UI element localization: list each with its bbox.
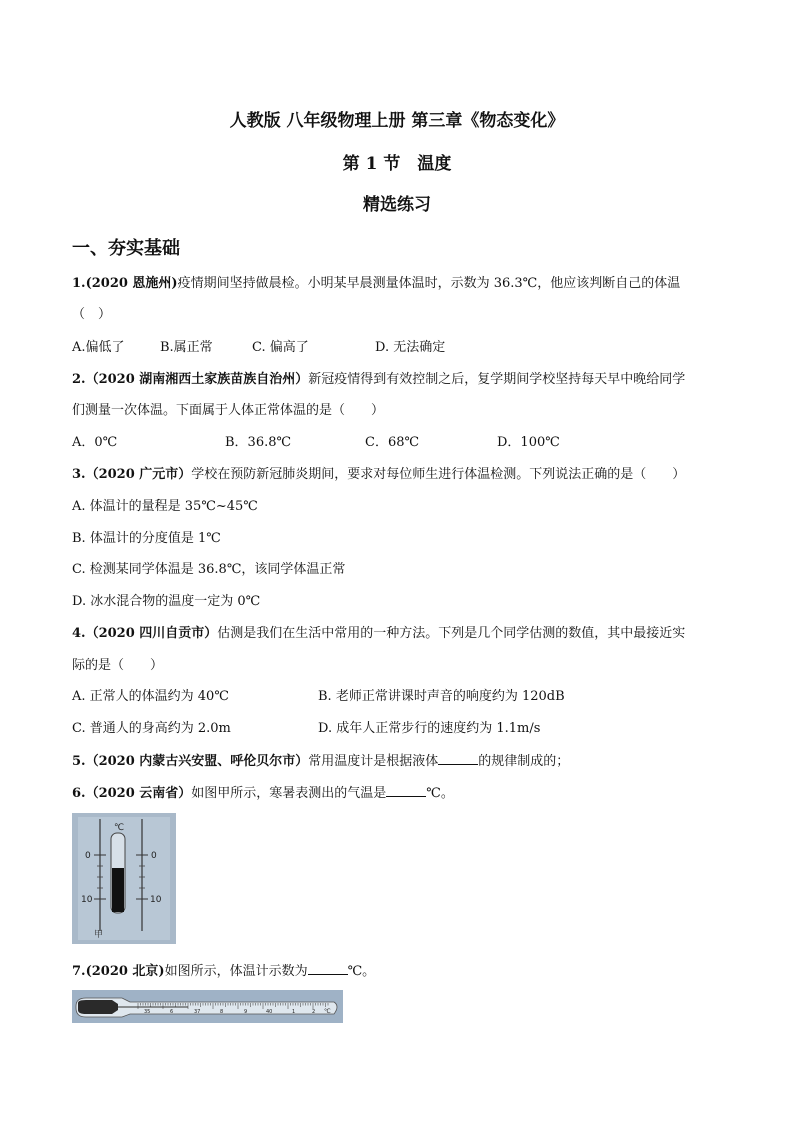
- answer-blank: [386, 784, 426, 797]
- q3-option-d: D. 冰水混合物的温度一定为 0℃: [72, 594, 261, 609]
- q4-option-b: B. 老师正常讲课时声音的响度约为 120dB: [318, 689, 565, 704]
- scale-label-40: 40: [266, 1009, 273, 1015]
- question-3-text: 学校在预防新冠肺炎期间，要求对每位师生进行体温检测。下列说法正确的是（ ）: [191, 467, 686, 482]
- q3-option-a: A. 体温计的量程是 35℃~45℃: [72, 499, 258, 514]
- question-6-text-before: 如图甲所示，寒暑表测出的气温是: [191, 786, 387, 801]
- question-7-text-after: ℃。: [347, 964, 376, 979]
- question-4-text-2: 际的是（ ）: [72, 658, 164, 673]
- q4-option-d: D. 成年人正常步行的速度约为 1.1m/s: [318, 721, 541, 736]
- figure-caption: 甲: [94, 930, 104, 940]
- question-4: [72, 622, 685, 641]
- section-subtitle: 第 1 节 温度: [342, 154, 452, 174]
- q2-option-a: A．0℃: [72, 435, 118, 450]
- question-7-source: 7.(2020 北京): [72, 964, 165, 979]
- scale-label-39: 9: [244, 1009, 248, 1015]
- q3-option-c: C. 检测某同学体温是 36.8℃，该同学体温正常: [72, 562, 346, 577]
- document-title: 人教版 八年级物理上册 第三章《物态变化》: [229, 111, 565, 131]
- question-6-text-after: ℃。: [426, 786, 454, 801]
- question-2-source: 2.（2020 湖南湘西土家族苗族自治州）: [72, 372, 309, 387]
- q1-option-d: D. 无法确定: [375, 340, 446, 355]
- q2-option-d: D．100℃: [497, 435, 560, 450]
- question-2: [72, 368, 685, 387]
- question-1-source: 1.(2020 恩施州): [72, 276, 178, 291]
- question-7: [72, 960, 375, 979]
- q2-option-b: B．36.8℃: [225, 435, 292, 450]
- scale-label-right-10: 10: [150, 895, 162, 905]
- q3-option-b: B. 体温计的分度值是 1℃: [72, 531, 221, 546]
- scale-label-41: 1: [292, 1009, 296, 1015]
- question-3: [72, 463, 685, 482]
- unit-label: ℃: [114, 823, 125, 833]
- question-5-text-after: 的规律制成的；: [478, 754, 570, 769]
- q1-option-a: A.偏低了: [72, 340, 125, 355]
- clinical-thermometer-figure: [72, 990, 343, 1023]
- question-6: [72, 782, 454, 801]
- scale-label-35: 35: [144, 1009, 151, 1015]
- scale-label-37: 37: [194, 1009, 201, 1015]
- question-5-source: 5.（2020 内蒙古兴安盟、呼伦贝尔市）: [72, 754, 309, 769]
- thermometer-figure: [72, 813, 176, 944]
- practice-title: 精选练习: [363, 195, 431, 215]
- q1-option-c: C. 偏高了: [252, 340, 309, 355]
- scale-label-36: 6: [170, 1009, 174, 1015]
- question-3-source: 3.（2020 广元市）: [72, 467, 192, 482]
- question-1: [72, 272, 680, 291]
- q4-option-a: A. 正常人的体温约为 40℃: [72, 689, 229, 704]
- scale-label-right-0: 0: [151, 851, 157, 861]
- scale-label-left-10: 10: [81, 895, 93, 905]
- q1-option-b: B.属正常: [160, 340, 213, 355]
- question-1-paren: （ ）: [72, 307, 112, 322]
- question-5-text-before: 常用温度计是根据液体: [308, 754, 439, 769]
- unit-label: ℃: [324, 1008, 331, 1015]
- question-7-text-before: 如图所示，体温计示数为: [164, 964, 308, 979]
- question-1-text: 疫情期间坚持做晨检。小明某早晨测量体温时，示数为 36.3℃，他应该判断自己的体温: [177, 276, 681, 291]
- scale-label-left-0: 0: [85, 851, 91, 861]
- section-heading: 一、夯实基础: [72, 238, 180, 259]
- question-2-text-2: 们测量一次体温。下面属于人体正常体温的是（ ）: [72, 403, 385, 418]
- scale-label-42: 2: [312, 1009, 316, 1015]
- question-4-text-1: 估测是我们在生活中常用的一种方法。下列是几个同学估测的数值，其中最接近实: [217, 626, 686, 641]
- question-2-text-1: 新冠疫情得到有效控制之后，复学期间学校坚持每天早中晚给同学: [308, 372, 686, 387]
- q2-option-c: C．68℃: [365, 435, 420, 450]
- q4-option-c: C. 普通人的身高约为 2.0m: [72, 721, 231, 736]
- answer-blank: [438, 752, 478, 765]
- question-4-source: 4.（2020 四川自贡市）: [72, 626, 218, 641]
- answer-blank: [308, 962, 348, 975]
- question-5: [72, 750, 569, 769]
- liquid-column: [112, 868, 124, 912]
- scale-label-38: 8: [220, 1009, 224, 1015]
- mercury-bulb: [78, 1000, 118, 1014]
- question-6-source: 6.（2020 云南省）: [72, 786, 192, 801]
